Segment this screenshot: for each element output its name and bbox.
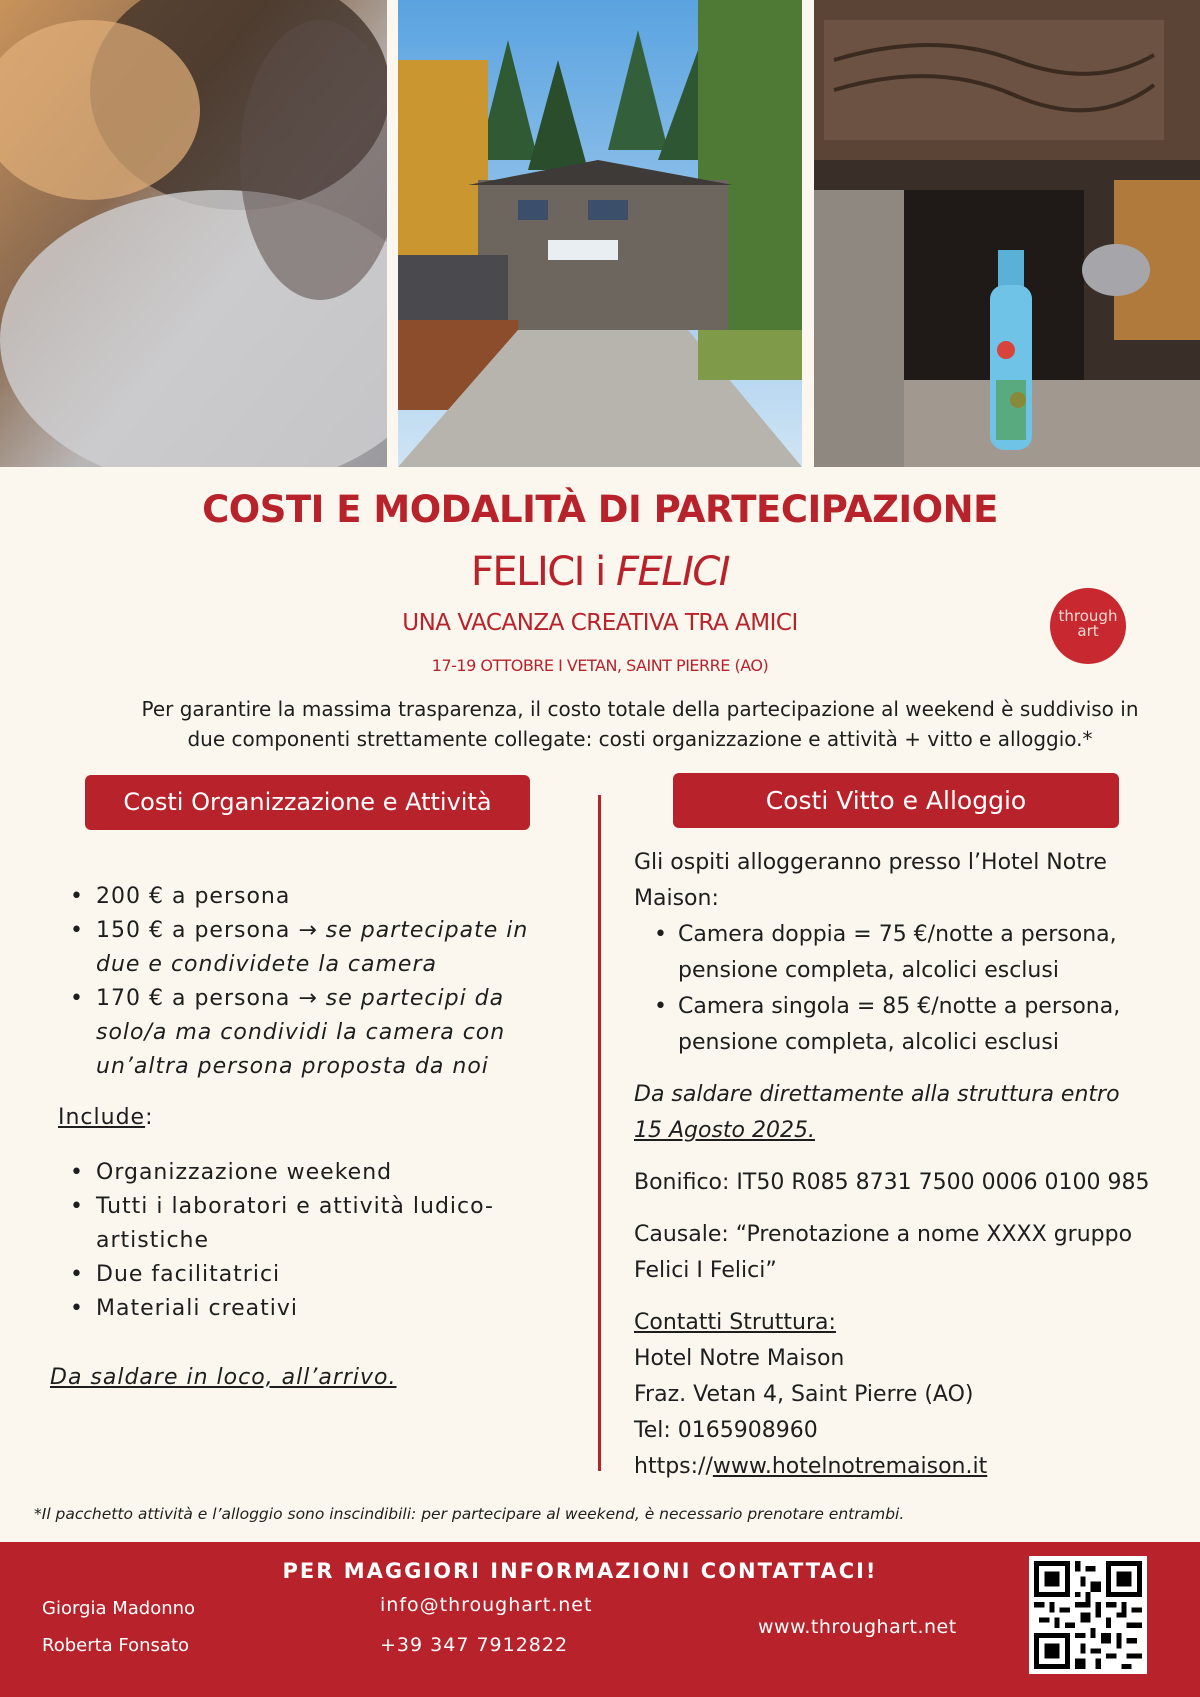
event-dates: 17-19 OTTOBRE I VETAN, SAINT PIERRE (AO) [431,656,769,675]
heading-board-costs: Costi Vitto e Alloggio [673,773,1119,828]
list-item: • 200 € a persona [62,880,572,914]
website-link[interactable]: www.throughart.net [758,1616,957,1638]
intro-line1: Per garantire la massima trasparenza, il costo totale della partecipazione al weekend è suddiviso in [141,697,1139,721]
heading-org-costs: Costi Organizzazione e Attività [85,775,530,830]
contact-email-link[interactable]: info@throughart.net [380,1594,593,1616]
price-list [62,880,572,1084]
board-info [634,845,1174,1485]
payment-deadline: 15 Agosto 2025. [634,1118,815,1143]
hotel-name: Hotel Notre Maison [634,1346,845,1371]
payment-note-right: Da saldare direttamente alla struttura entro 15 Agosto 2025. [634,1077,1174,1149]
list-item: • Camera singola = 85 €/notte a persona, pensione completa, alcolici esclusi [634,989,1174,1061]
intro-text [90,694,1190,754]
hotel-intro: Gli ospiti alloggeranno presso l’Hotel Notre Maison: [634,850,1107,911]
photo-fireplace-bottle [814,0,1200,467]
event-name [0,549,1200,595]
photo-strip [0,0,1200,467]
list-item: • 170 € a persona → se partecipi da solo/a ma condividi la camera con un’altra persona proposta da noi [62,982,572,1084]
payment-note-left: Da saldare in loco, all’arrivo. [50,1365,397,1390]
bank-transfer: Bonifico: IT50 R085 8731 7500 0006 0100 985 [634,1170,1150,1195]
logo-line1: through [1058,607,1118,625]
event-name-upright: FELICI i [470,549,617,595]
logo-line2: art [1077,622,1099,640]
list-item: • 150 € a persona → se partecipate in due e condividete la camera [62,914,572,982]
hotel-address: Fraz. Vetan 4, Saint Pierre (AO) [634,1382,974,1407]
list-item: • Organizzazione weekend [62,1156,572,1190]
page-title: COSTI E MODALITÀ DI PARTECIPAZIONE [202,488,998,531]
include-label: Include: [58,1105,154,1130]
throughart-logo [1050,588,1126,664]
qr-code-icon [1029,1556,1147,1674]
contact-name-1: Giorgia Madonno [42,1598,196,1619]
contact-phone: +39 347 7912822 [380,1634,569,1656]
contacts-label: Contatti Struttura: [634,1310,836,1335]
include-list [62,1156,572,1326]
list-item: • Tutti i laboratori e attività ludico-artistiche [62,1190,572,1258]
photo-hotel-exterior [398,0,802,467]
photo-blurred-person [0,0,387,467]
hotel-contacts [634,1305,1174,1485]
footnote: *Il pacchetto attività e l’alloggio sono inscindibili: per partecipare al weekend, è necessario prenotare entrambi. [34,1505,905,1523]
column-divider [598,795,601,1471]
list-item: • Materiali creativi [62,1292,572,1326]
event-name-italic: FELICI [616,549,730,595]
footer-heading: PER MAGGIORI INFORMAZIONI CONTATTACI! [282,1559,878,1583]
event-tagline: UNA VACANZA CREATIVA TRA AMICI [402,610,798,636]
contact-name-2: Roberta Fonsato [42,1635,190,1656]
footer [0,1542,1200,1697]
list-item: • Camera doppia = 75 €/notte a persona, pensione completa, alcolici esclusi [634,917,1174,989]
list-item: • Due facilitatrici [62,1258,572,1292]
transfer-reason: Causale: “Prenotazione a nome XXXX gruppo Felici I Felici” [634,1222,1133,1283]
hotel-website-link[interactable]: https://www.hotelnotremaison.it [634,1454,988,1479]
hotel-phone: Tel: 0165908960 [634,1418,818,1443]
intro-line2: due componenti strettamente collegate: costi organizzazione e attività + vitto e alloggio.* [187,727,1093,751]
